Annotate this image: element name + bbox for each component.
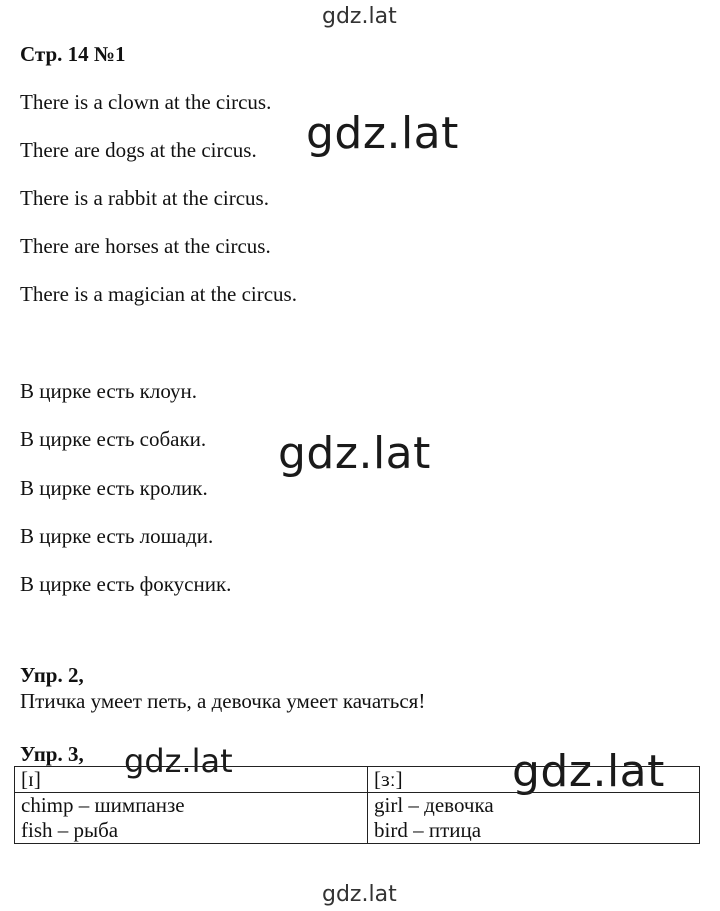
watermark-large-3: gdz.lat <box>512 746 665 797</box>
table-cell <box>368 793 700 844</box>
word-pair: chimp – шимпанзе <box>21 793 185 817</box>
russian-sentence: В цирке есть собаки. <box>20 427 207 451</box>
section2-text: Птичка умеет петь, а девочка умеет качаться! <box>20 689 426 713</box>
watermark-large-1: gdz.lat <box>306 108 459 159</box>
word-pair: girl – девочка <box>374 793 494 817</box>
watermark-top: gdz.lat <box>322 4 397 29</box>
table-cell <box>15 793 368 844</box>
section1-heading: Стр. 14 №1 <box>20 42 126 66</box>
table-header-row <box>15 767 700 793</box>
section2-heading: Упр. 2, <box>20 663 84 687</box>
english-sentence: There is a clown at the circus. <box>20 90 272 114</box>
english-sentence: There are dogs at the circus. <box>20 138 257 162</box>
watermark-medium: gdz.lat <box>124 742 233 780</box>
english-sentence: There are horses at the circus. <box>20 234 271 258</box>
table-header-cell: [ɪ] <box>15 767 368 793</box>
table-header-cell: [ɜː] <box>368 767 700 793</box>
word-pair: fish – рыба <box>21 818 119 842</box>
english-sentence: There is a rabbit at the circus. <box>20 186 269 210</box>
english-sentence: There is a magician at the circus. <box>20 282 297 306</box>
russian-sentence: В цирке есть фокусник. <box>20 572 232 596</box>
vocabulary-table <box>14 766 700 844</box>
watermark-large-2: gdz.lat <box>278 428 431 479</box>
russian-sentence: В цирке есть кролик. <box>20 476 208 500</box>
russian-sentence: В цирке есть клоун. <box>20 379 198 403</box>
watermark-bottom: gdz.lat <box>322 882 397 907</box>
word-pair: bird – птица <box>374 818 482 842</box>
section3-heading: Упр. 3, <box>20 742 84 766</box>
russian-sentence: В цирке есть лошади. <box>20 524 214 548</box>
table-row <box>15 793 700 844</box>
